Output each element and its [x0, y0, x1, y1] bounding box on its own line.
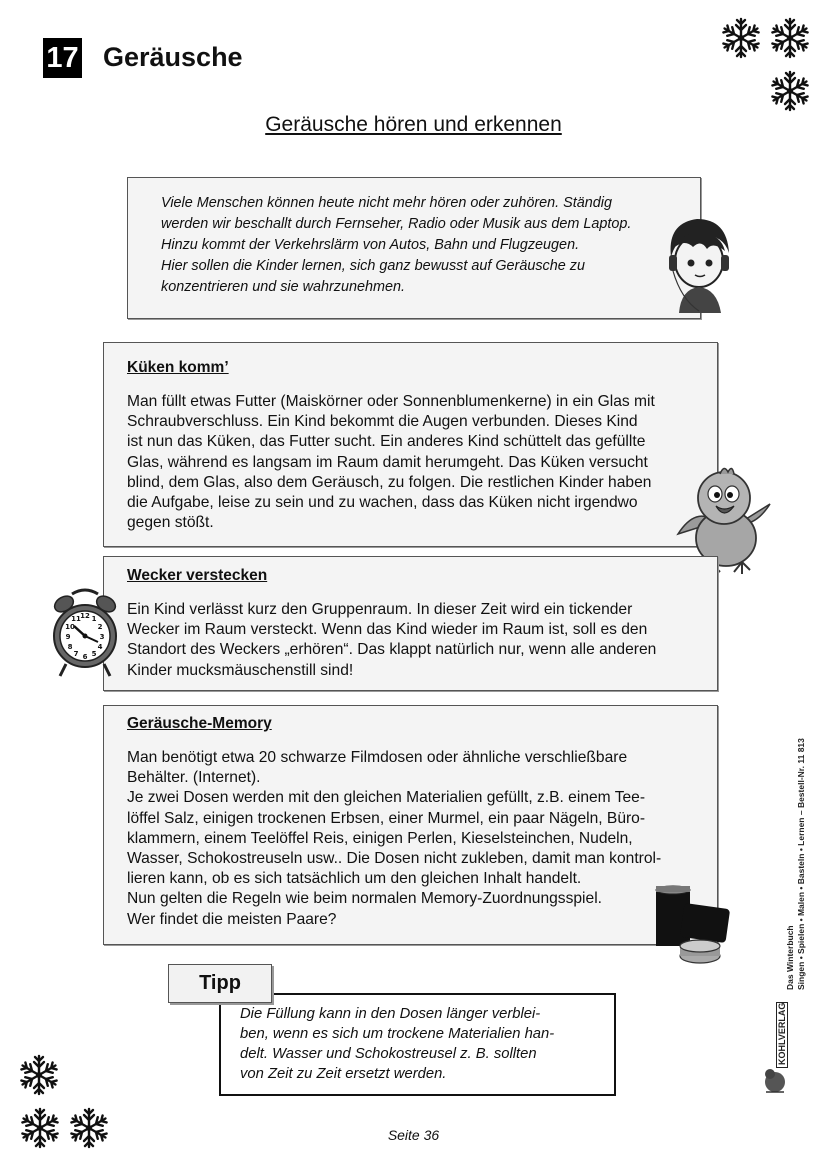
page-heading: Geräusche hören und erkennen [265, 113, 562, 136]
film-canister-icon [652, 884, 734, 968]
svg-text:2: 2 [97, 623, 103, 631]
game-text [127, 600, 712, 681]
intro-line: konzentrieren und sie wahrzunehmen. [161, 279, 405, 295]
text-line: klammern, einem Teelöffel Reis, einigen Perlen, Kieselsteinchen, Nudeln, [127, 829, 633, 847]
text-line: Ein Kind verlässt kurz den Gruppenraum. In dieser Zeit wird ein tickender [127, 601, 633, 618]
publisher-mascot-icon [762, 1064, 788, 1094]
game-title: Wecker verstecken [127, 567, 268, 584]
text-line: Wecker im Raum versteckt. Wenn das Kind wieder im Raum ist, soll es den [127, 621, 648, 639]
intro-text [161, 193, 666, 298]
text-line: Behälter. (Internet). [127, 769, 261, 787]
svg-text:10: 10 [65, 623, 75, 631]
text-line: Standort des Weckers „erhören“. Das klappt natürlich nur, wenn alle anderen [127, 641, 657, 659]
tip-line: von Zeit zu Zeit ersetzt werden. [240, 1066, 447, 1082]
tip-line: ben, wenn es sich um trockene Materialien han- [240, 1026, 555, 1042]
sidebar-credits [785, 690, 807, 990]
chapter-title: Geräusche [103, 42, 243, 72]
game-text [127, 392, 712, 533]
svg-text:11: 11 [71, 615, 81, 623]
text-line: lieren kann, ob es sich tatsächlich um den gleichen Inhalt handelt. [127, 870, 582, 888]
boy-with-headphones-icon [663, 213, 735, 313]
chapter-number: 17 [43, 38, 82, 78]
svg-text:3: 3 [99, 633, 105, 641]
text-line: die Aufgabe, leise zu sein und zu wachen, dass das Küken nicht irgendwo [127, 494, 638, 512]
game-text [127, 748, 712, 930]
svg-text:8: 8 [67, 643, 73, 651]
book-subtitle: Singen • Spielen • Malen • Basteln • Lernen – Bestell-Nr. 11 813 [796, 738, 806, 990]
svg-text:4: 4 [97, 643, 103, 651]
text-line: Man füllt etwas Futter (Maiskörner oder Sonnenblumenkerne) in ein Glas mit [127, 393, 655, 410]
tip-line: Die Füllung kann in den Dosen länger verblei- [240, 1006, 541, 1022]
text-line: Schraubverschluss. Ein Kind bekommt die Augen verbunden. Dieses Kind [127, 413, 638, 431]
publisher-logo [774, 1002, 796, 1070]
tip-label: Tipp [168, 964, 272, 1003]
svg-text:1: 1 [91, 615, 97, 623]
text-line: Wasser, Schokostreuseln usw.. Die Dosen nicht zukleben, damit man kontrol- [127, 850, 662, 868]
snowflakes-top-right [716, 14, 816, 118]
game-title: Geräusche-Memory [127, 715, 272, 732]
snowflake-icon [771, 19, 809, 57]
svg-text:12: 12 [80, 612, 90, 620]
text-line: Glas, während es langsam im Raum damit herumgeht. Das Küken versucht [127, 453, 648, 471]
text-line: Man benötigt etwa 20 schwarze Filmdosen oder ähnliche verschließbare [127, 749, 628, 766]
svg-text:5: 5 [91, 650, 97, 658]
text-line: Kinder mucksmäuschenstill sind! [127, 661, 354, 679]
alarm-clock-icon [50, 586, 120, 682]
book-title: Das Winterbuch [785, 925, 795, 990]
svg-text:9: 9 [65, 633, 71, 641]
tip-line: delt. Wasser und Schokostreusel z. B. sollten [240, 1046, 537, 1062]
game-title: Küken komm’ [127, 359, 229, 376]
tip-text [240, 1004, 600, 1084]
svg-text:7: 7 [73, 650, 79, 658]
text-line: gegen stößt. [127, 514, 214, 532]
snowflake-icon [722, 19, 760, 57]
snowflake-icon [20, 1056, 58, 1094]
intro-line: Viele Menschen können heute nicht mehr hören oder zuhören. Ständig [161, 195, 612, 211]
text-line: ist nun das Küken, das Futter sucht. Ein anderes Kind schüttelt das gefüllte [127, 433, 646, 451]
text-line: löffel Salz, einigen trockenen Erbsen, einer Murmel, ein paar Nägeln, Büro- [127, 809, 646, 827]
text-line: Nun gelten die Regeln wie beim normalen Memory-Zuordnungsspiel. [127, 890, 602, 908]
svg-text:6: 6 [82, 653, 88, 661]
intro-line: Hier sollen die Kinder lernen, sich ganz bewusst auf Geräusche zu [161, 258, 585, 274]
page-number: Seite 36 [387, 1127, 440, 1143]
intro-line: werden wir beschallt durch Fernseher, Radio oder Musik aus dem Laptop. [161, 216, 632, 232]
intro-line: Hinzu kommt der Verkehrslärm von Autos, Bahn und Flugzeugen. [161, 237, 580, 253]
text-line: blind, dem Glas, also dem Geräusch, zu folgen. Die restlichen Kinder haben [127, 473, 652, 491]
text-line: Wer findet die meisten Paare? [127, 910, 337, 928]
publisher-name: KOHLVERLAG [776, 1002, 788, 1068]
snowflake-icon [771, 72, 809, 110]
text-line: Je zwei Dosen werden mit den gleichen Materialien gefüllt, z.B. einem Tee- [127, 789, 646, 807]
